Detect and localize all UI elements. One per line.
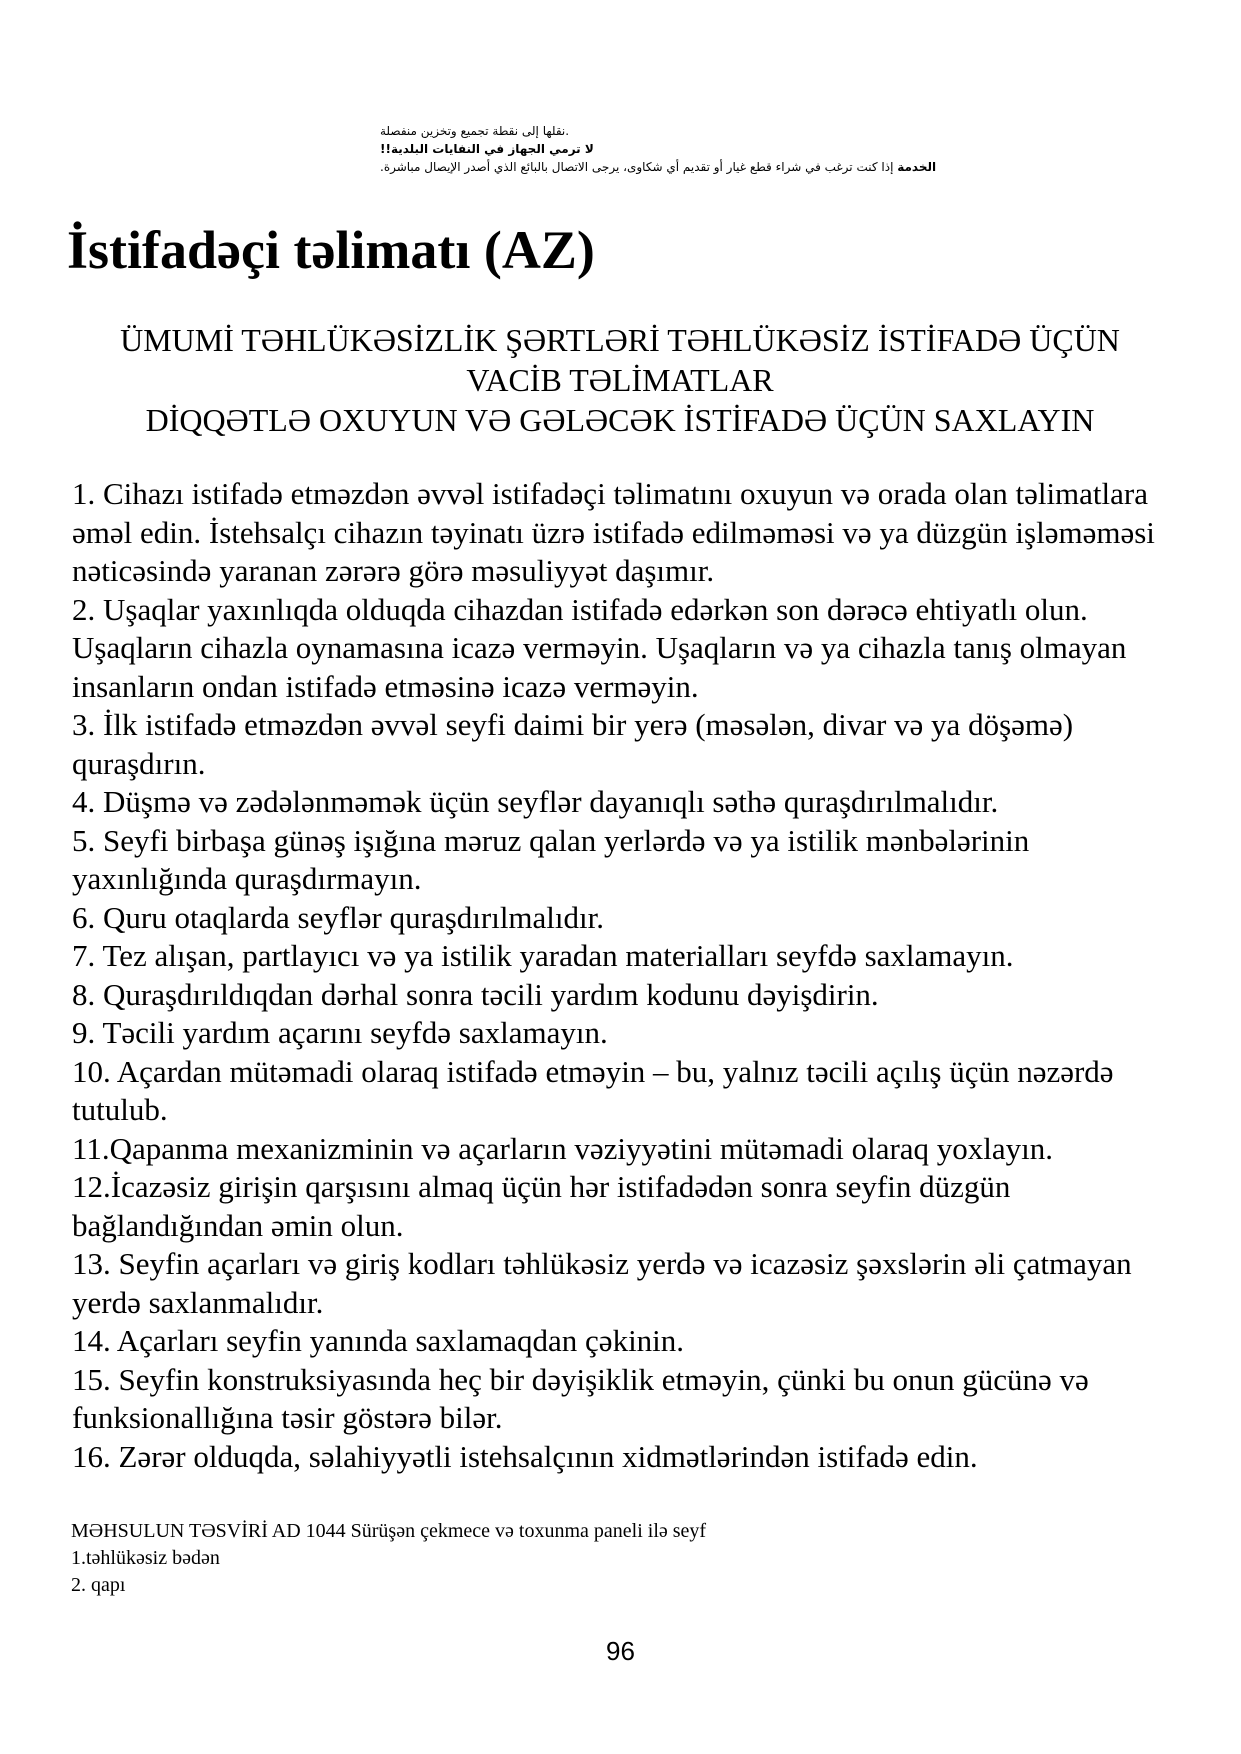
instruction-item: 4. Düşmə və zədələnməmək üçün seyflər dayanıqlı səthə quraşdırılmalıdır. (72, 784, 999, 819)
arabic-service-text: إذا كنت ترغب في شراء قطع غيار أو تقديم أي شكاوى، يرجى الاتصال بالبائع الذي أصدر الإيصال مباشرة. (380, 160, 898, 174)
product-part-item: 1.təhlükəsiz bədən (71, 1547, 220, 1569)
instruction-item: 10. Açardan mütəmadi olaraq istifadə etməyin – bu, yalnız təcili açılış üçün nəzərdə tutulub. (72, 1053, 1114, 1127)
instruction-item: 3. İlk istifadə etməzdən əvvəl seyfi daimi bir yerə (məsələn, divar və ya döşəmə) quraşdırın. (72, 707, 1074, 781)
instruction-item: 2. Uşaqlar yaxınlıqda olduqda cihazdan istifadə edərkən son dərəcə ehtiyatlı olun. Uşaqların cihazla oynamasına icazə verməyin. Uşaqların və ya cihazla tanış olmayan insanların ondan istifadə etməsinə icazə verməyin. (72, 591, 1127, 704)
arabic-line-2: لا ترمي الجهاز في النفايات البلدية!! (380, 142, 594, 156)
instruction-item: 6. Quru otaqlarda seyflər quraşdırılmalıdır. (72, 899, 605, 935)
arabic-service-label: الخدمة (897, 160, 937, 174)
arabic-line-1: .نقلها إلى نقطة تجميع وتخزين منفصلة (380, 124, 570, 138)
instruction-item: 9. Təcili yardım açarını seyfdə saxlamayın. (72, 1015, 608, 1050)
page-title: İstifadəçi təlimatı (AZ) (67, 220, 595, 280)
instruction-item: 11.Qapanma mexanizminin və açarların vəziyyətini mütəmadi olaraq yoxlayın. (72, 1130, 1054, 1166)
instruction-item: 5. Seyfi birbaşa günəş işığına məruz qalan yerlərdə və ya istilik mənbələrinin yaxınlığında quraşdırmayın. (72, 822, 1030, 896)
instruction-item: 14. Açarları seyfin yanında saxlamaqdan çəkinin. (72, 1323, 685, 1358)
page-number: 96 (606, 1636, 635, 1666)
instruction-item: 12.İcazəsiz girişin qarşısını almaq üçün hər istifadədən sonra seyfin düzgün bağlandığından əmin olun. (72, 1169, 1011, 1243)
arabic-disposal-notice (380, 122, 1028, 176)
instruction-item: 7. Tez alışan, partlayıcı və ya istilik yaradan materialları seyfdə saxlamayın. (72, 938, 1014, 973)
safety-heading-line-2: VACİB TƏLİMATLAR (466, 362, 774, 398)
instruction-item: 8. Quraşdırıldıqdan dərhal sonra təcili yardım kodunu dəyişdirin. (72, 976, 879, 1012)
product-part-item: 2. qapı (71, 1574, 126, 1596)
instruction-item: 13. Seyfin açarları və giriş kodları təhlükəsiz yerdə və icazəsiz şəxslərin əli çatmayan yerdə saxlanmalıdır. (72, 1246, 1132, 1320)
instruction-item: 16. Zərər olduqda, səlahiyyətli istehsalçının xidmətlərindən istifadə edin. (72, 1438, 978, 1474)
arabic-line-3 (380, 158, 1028, 176)
product-description-heading: MƏHSULUN TƏSVİRİ AD 1044 Sürüşən çekmece və toxunma paneli ilə seyf (71, 1520, 707, 1542)
product-description (71, 1518, 971, 1599)
instruction-item: 1. Cihazı istifadə etməzdən əvvəl istifadəçi təlimatını oxuyun və orada olan təlimatlara əməl edin. İstehsalçı cihazın təyinatı üzrə istifadə edilməməsi və ya düzgün işləməməsi nəticəsində yaranan zərərə görə məsuliyyət daşımır. (72, 476, 1155, 588)
safety-heading-line-1: ÜMUMİ TƏHLÜKƏSİZLİK ŞƏRTLƏRİ TƏHLÜKƏSİZ İSTİFADƏ ÜÇÜN (120, 322, 1120, 358)
safety-heading (60, 320, 1180, 440)
safety-instructions-list (72, 475, 1172, 1476)
instruction-item: 15. Seyfin konstruksiyasında heç bir dəyişiklik etməyin, çünki bu onun gücünə və funksionallığına təsir göstərə bilər. (72, 1361, 1089, 1435)
safety-heading-line-3: DİQQƏTLƏ OXUYUN VƏ GƏLƏCƏK İSTİFADƏ ÜÇÜN SAXLAYIN (145, 402, 1095, 438)
